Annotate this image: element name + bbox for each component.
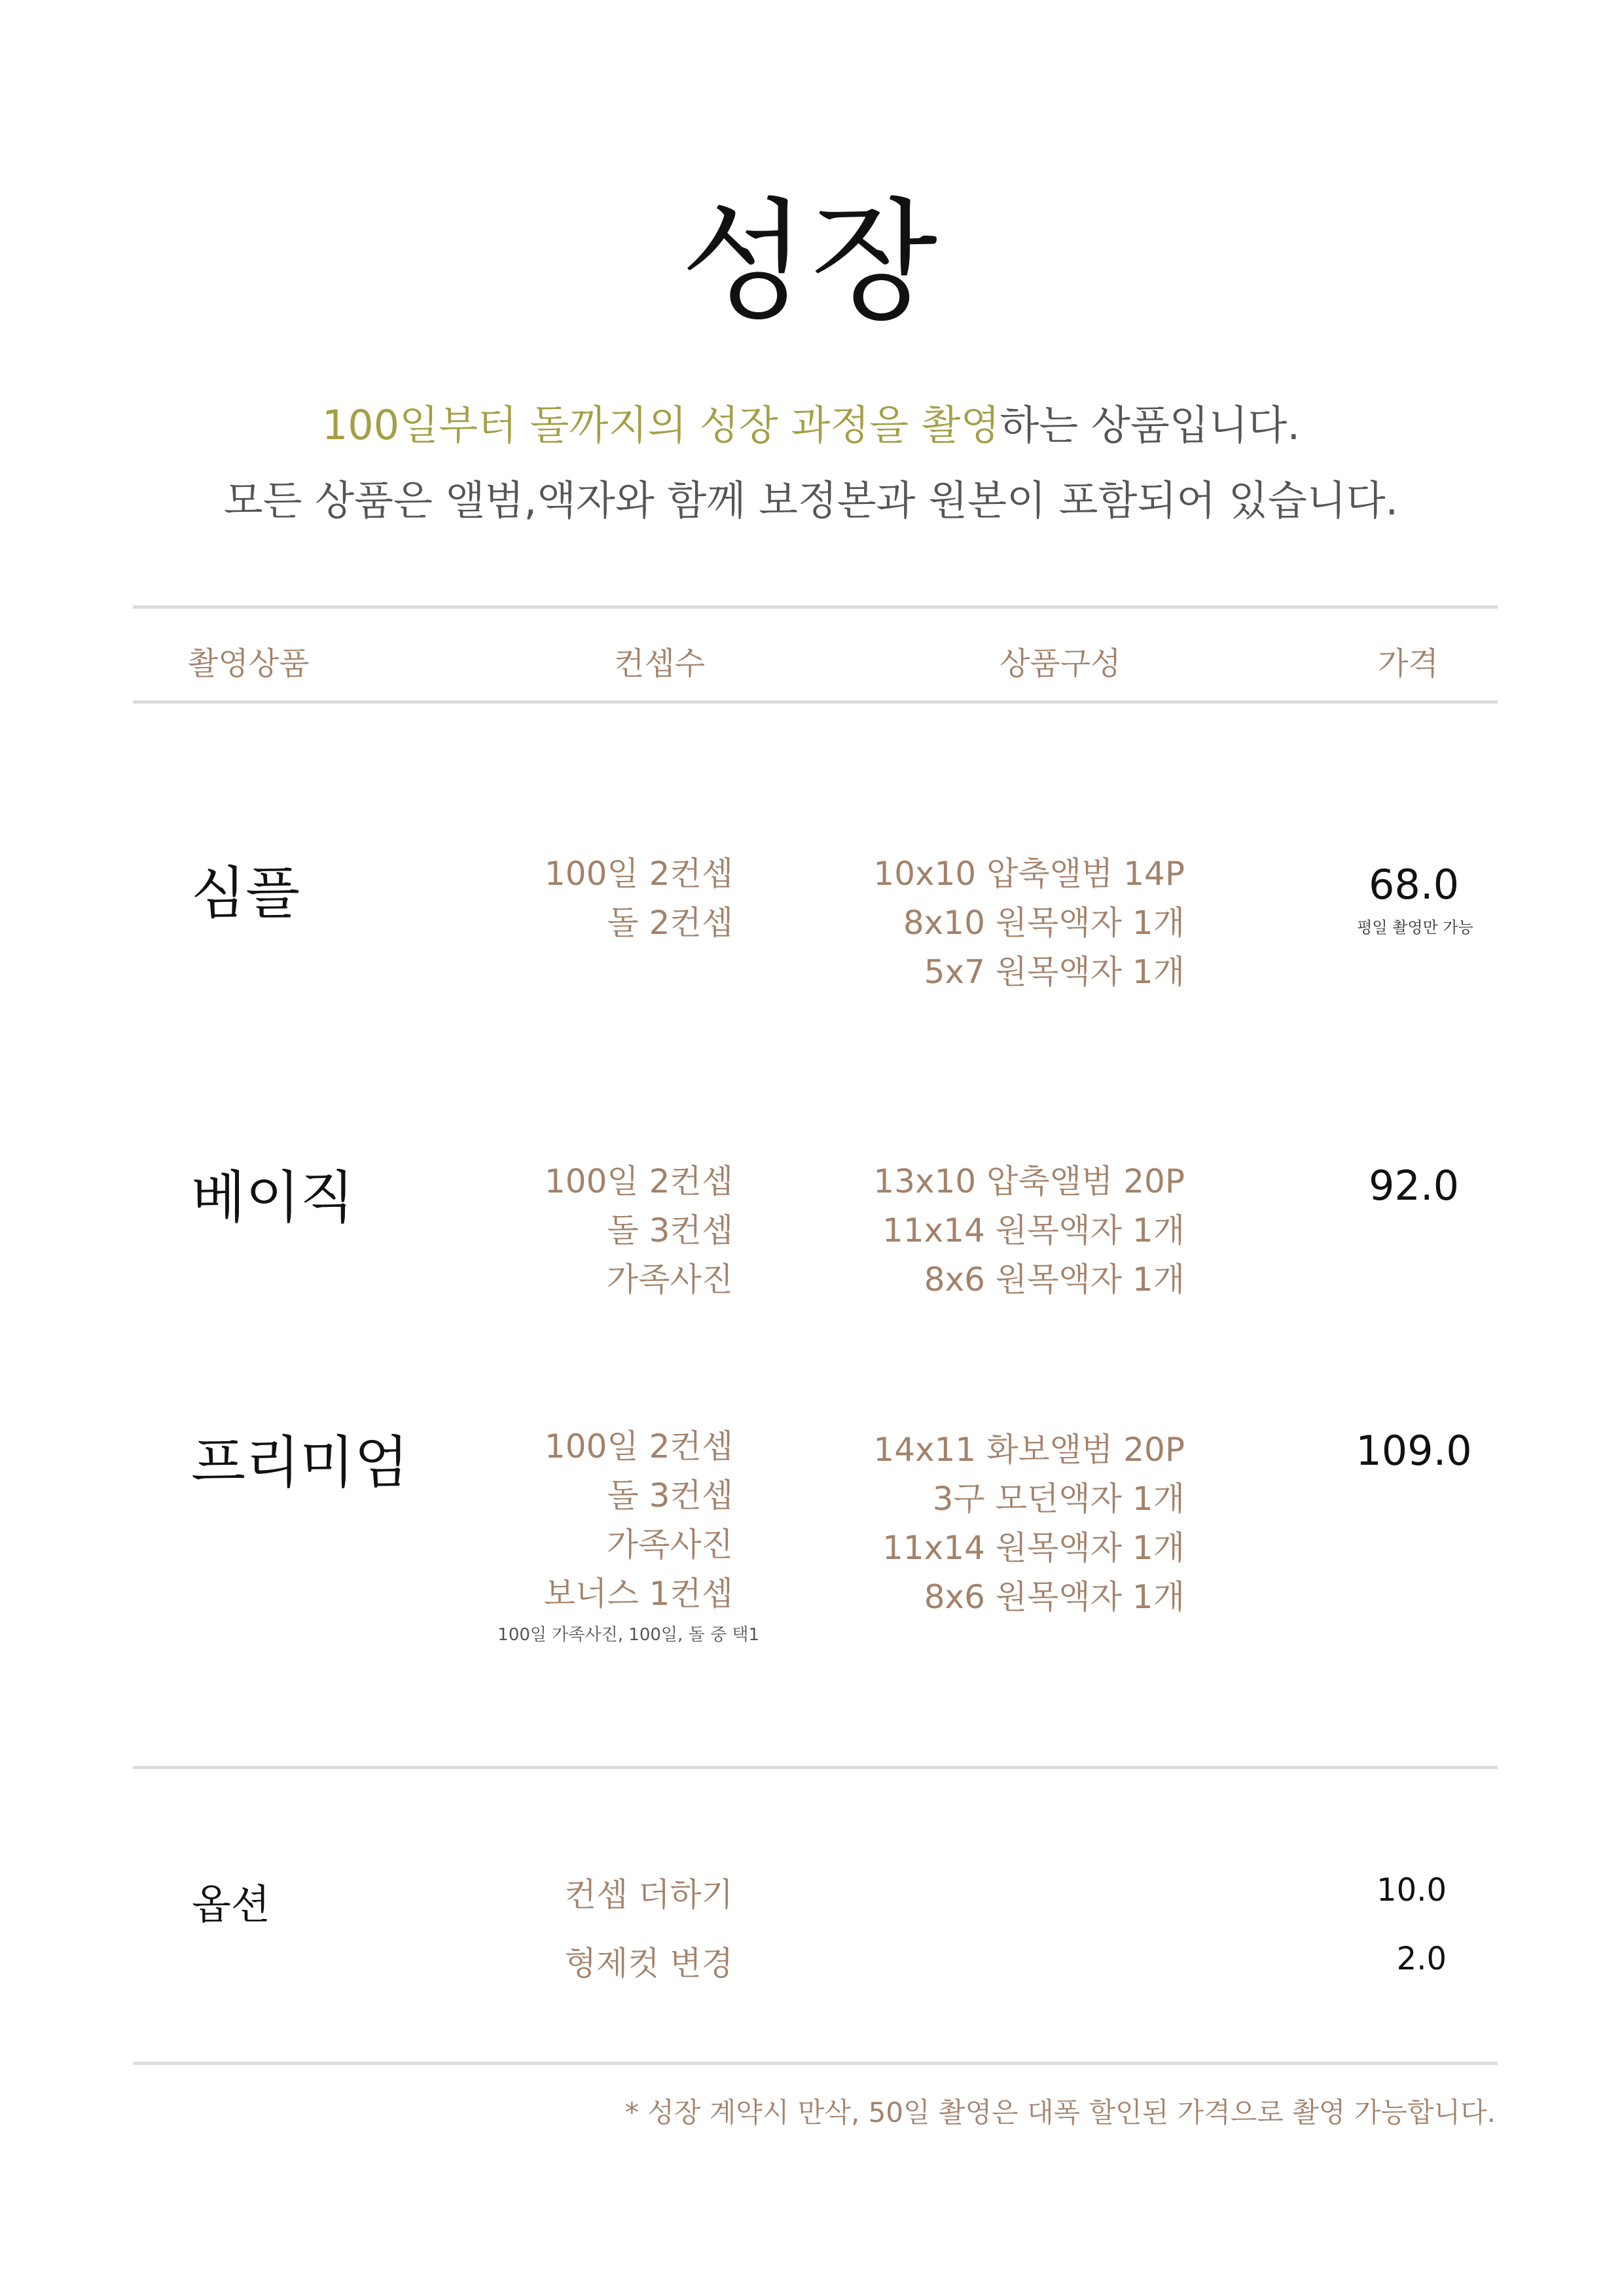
concept-item: 돌 3컨셉 — [607, 1477, 733, 1515]
composition-item: 10x10 압축앨범 14P — [873, 855, 1185, 893]
header-top-rule — [133, 605, 1498, 609]
product-name: 프리미엄 — [191, 1430, 409, 1496]
intro-highlight: 100일부터 돌까지의 성장 과정을 촬영 — [321, 401, 1000, 449]
product-price: 92.0 — [1368, 1162, 1460, 1210]
option-name: 컨셉 더하기 — [564, 1876, 733, 1914]
concept-item: 돌 2컨셉 — [607, 904, 733, 942]
header-product: 촬영상품 — [188, 645, 310, 682]
price-note: 평일 촬영만 가능 — [1357, 918, 1473, 937]
composition-item: 8x10 원목액자 1개 — [903, 904, 1185, 942]
header-concepts: 컨셉수 — [614, 645, 706, 682]
concept-item: 보너스 1컨셉 — [543, 1575, 733, 1613]
footer-note: * 성장 계약시 만삭, 50일 촬영은 대폭 할인된 가격으로 촬영 가능합니다. — [624, 2096, 1496, 2128]
composition-item: 8x6 원목액자 1개 — [924, 1261, 1185, 1299]
concept-item: 가족사진 — [606, 1526, 733, 1564]
options-label: 옵션 — [192, 1880, 270, 1928]
options-top-rule — [133, 1766, 1498, 1769]
header-bottom-rule — [133, 700, 1498, 704]
concept-note: 100일 가족사진, 100일, 돌 중 택1 — [497, 1625, 759, 1645]
concept-item: 돌 3컨셉 — [607, 1211, 733, 1249]
composition-item: 13x10 압축앨범 20P — [873, 1162, 1185, 1200]
composition-item: 14x11 화보앨범 20P — [873, 1431, 1185, 1469]
intro-line-1-rest: 하는 상품입니다. — [1000, 401, 1301, 449]
options-bottom-rule — [133, 2062, 1498, 2065]
concept-item: 100일 2컨셉 — [544, 855, 733, 893]
product-price: 109.0 — [1356, 1427, 1472, 1475]
product-name: 심플 — [191, 861, 300, 926]
option-price: 10.0 — [1377, 1872, 1447, 1909]
composition-item: 3구 모던액자 1개 — [932, 1480, 1185, 1518]
composition-item: 11x14 원목액자 1개 — [882, 1529, 1185, 1567]
composition-item: 11x14 원목액자 1개 — [882, 1211, 1185, 1249]
composition-item: 8x6 원목액자 1개 — [924, 1578, 1185, 1616]
concept-item: 100일 2컨셉 — [544, 1162, 733, 1200]
option-price: 2.0 — [1396, 1941, 1447, 1977]
option-name: 형제컷 변경 — [564, 1945, 733, 1982]
product-name: 베이직 — [191, 1165, 355, 1230]
concept-item: 가족사진 — [606, 1261, 733, 1299]
concept-item: 100일 2컨셉 — [544, 1427, 733, 1465]
header-composition: 상품구성 — [1000, 645, 1121, 682]
header-price: 가격 — [1378, 645, 1439, 682]
intro-line-2: 모든 상품은 앨범,액자와 함께 보정본과 원본이 포함되어 있습니다. — [223, 476, 1399, 524]
composition-item: 5x7 원목액자 1개 — [924, 953, 1185, 991]
product-price: 68.0 — [1368, 861, 1460, 908]
page-title: 성장 — [680, 186, 942, 338]
intro-line-1 — [0, 393, 1622, 451]
